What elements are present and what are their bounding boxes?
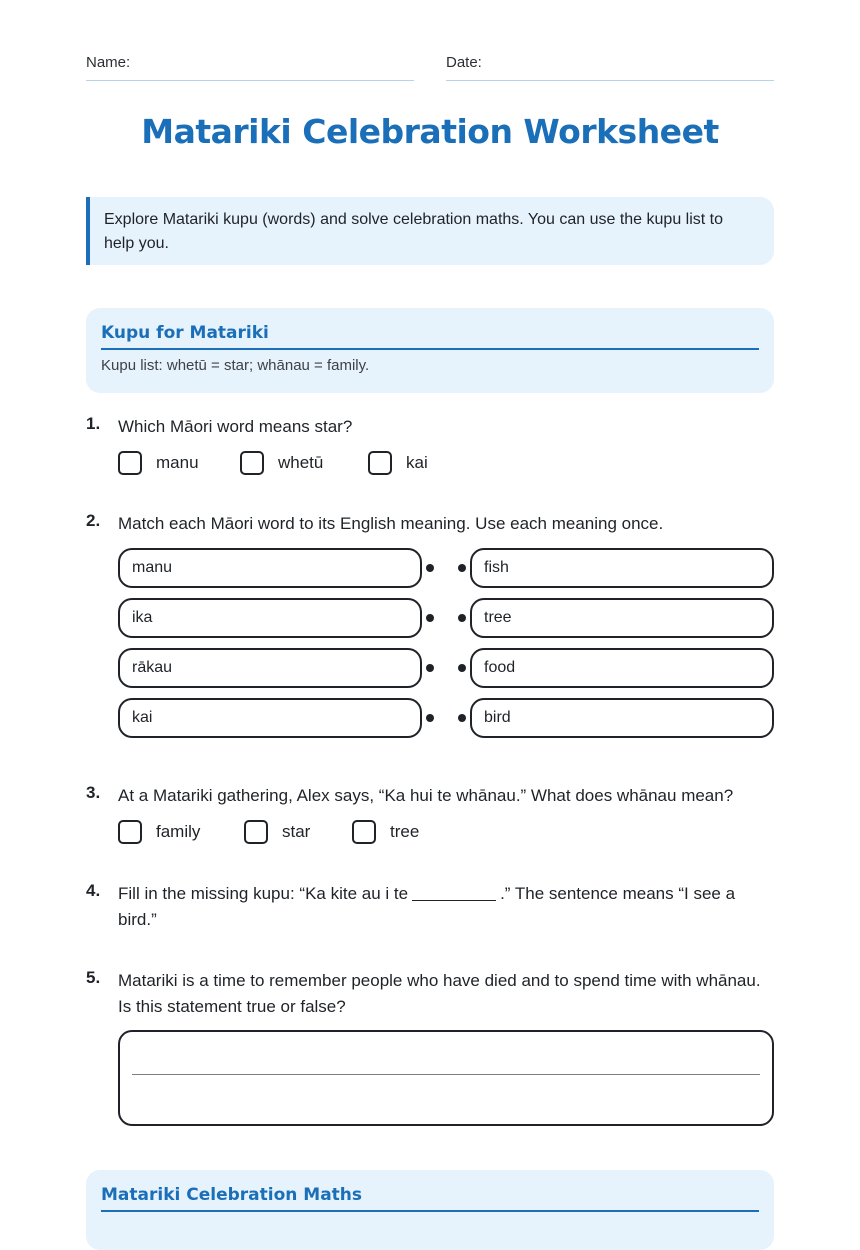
fill-blank[interactable] <box>412 882 496 901</box>
match-word-box[interactable]: ika <box>118 598 422 638</box>
answer-line <box>132 1074 760 1075</box>
match-dot-left[interactable] <box>426 564 434 572</box>
match-meaning-box[interactable]: bird <box>470 698 774 738</box>
checkbox[interactable] <box>118 451 142 475</box>
question-number: 5. <box>86 968 101 987</box>
match-meaning-box[interactable]: food <box>470 648 774 688</box>
question-text-after: .” The sentence means “I see a bird.” <box>118 884 736 929</box>
student-info-row <box>86 54 774 80</box>
match-dot-right[interactable] <box>458 564 466 572</box>
checkbox[interactable] <box>368 451 392 475</box>
match-word-box[interactable]: manu <box>118 548 422 588</box>
maths-section <box>86 1170 774 1250</box>
option-label: manu <box>156 453 199 472</box>
option-label: star <box>282 822 311 841</box>
date-field[interactable] <box>446 54 774 81</box>
match-word-box[interactable]: rākau <box>118 648 422 688</box>
match-dot-left[interactable] <box>426 714 434 722</box>
maths-section-title: Matariki Celebration Maths <box>101 1170 759 1212</box>
question-text: Match each Māori word to its English meaning. Use each meaning once. <box>118 514 664 533</box>
question-text: At a Matariki gathering, Alex says, “Ka hui te whānau.” What does whānau mean? <box>118 786 734 805</box>
question-number: 4. <box>86 881 101 900</box>
match-dot-left[interactable] <box>426 614 434 622</box>
question-text: Matariki is a time to remember people who have died and to spend time with whānau. Is this statement true or false? <box>118 971 761 1016</box>
name-field[interactable] <box>86 54 414 81</box>
date-label: Date: <box>446 54 482 71</box>
option-label: kai <box>406 453 428 472</box>
question-number: 2. <box>86 511 101 530</box>
question-number: 1. <box>86 414 101 433</box>
match-dot-right[interactable] <box>458 614 466 622</box>
match-meaning-box[interactable]: tree <box>470 598 774 638</box>
intro-text: Explore Matariki kupu (words) and solve celebration maths. You can use the kupu list to help you. <box>104 211 723 252</box>
question-text-before: Fill in the missing kupu: “Ka kite au i te <box>118 884 409 903</box>
option-label: family <box>156 822 201 841</box>
kupu-list-note: Kupu list: whetū = star; whānau = family. <box>101 357 370 374</box>
question-text: Which Māori word means star? <box>118 417 353 436</box>
question-text <box>118 881 768 933</box>
match-meaning-box[interactable]: fish <box>470 548 774 588</box>
question-number: 3. <box>86 783 101 802</box>
kupu-section <box>86 308 774 393</box>
option-label: tree <box>390 822 420 841</box>
checkbox[interactable] <box>352 820 376 844</box>
name-label: Name: <box>86 54 131 71</box>
checkbox[interactable] <box>244 820 268 844</box>
match-word-box[interactable]: kai <box>118 698 422 738</box>
checkbox[interactable] <box>118 820 142 844</box>
answer-box[interactable] <box>118 1030 774 1126</box>
match-dot-right[interactable] <box>458 714 466 722</box>
option-label: whetū <box>278 453 324 472</box>
match-dot-right[interactable] <box>458 664 466 672</box>
kupu-section-title: Kupu for Matariki <box>101 308 759 350</box>
worksheet-title: Matariki Celebration Worksheet <box>141 112 719 151</box>
checkbox[interactable] <box>240 451 264 475</box>
intro-callout <box>86 197 774 265</box>
match-dot-left[interactable] <box>426 664 434 672</box>
